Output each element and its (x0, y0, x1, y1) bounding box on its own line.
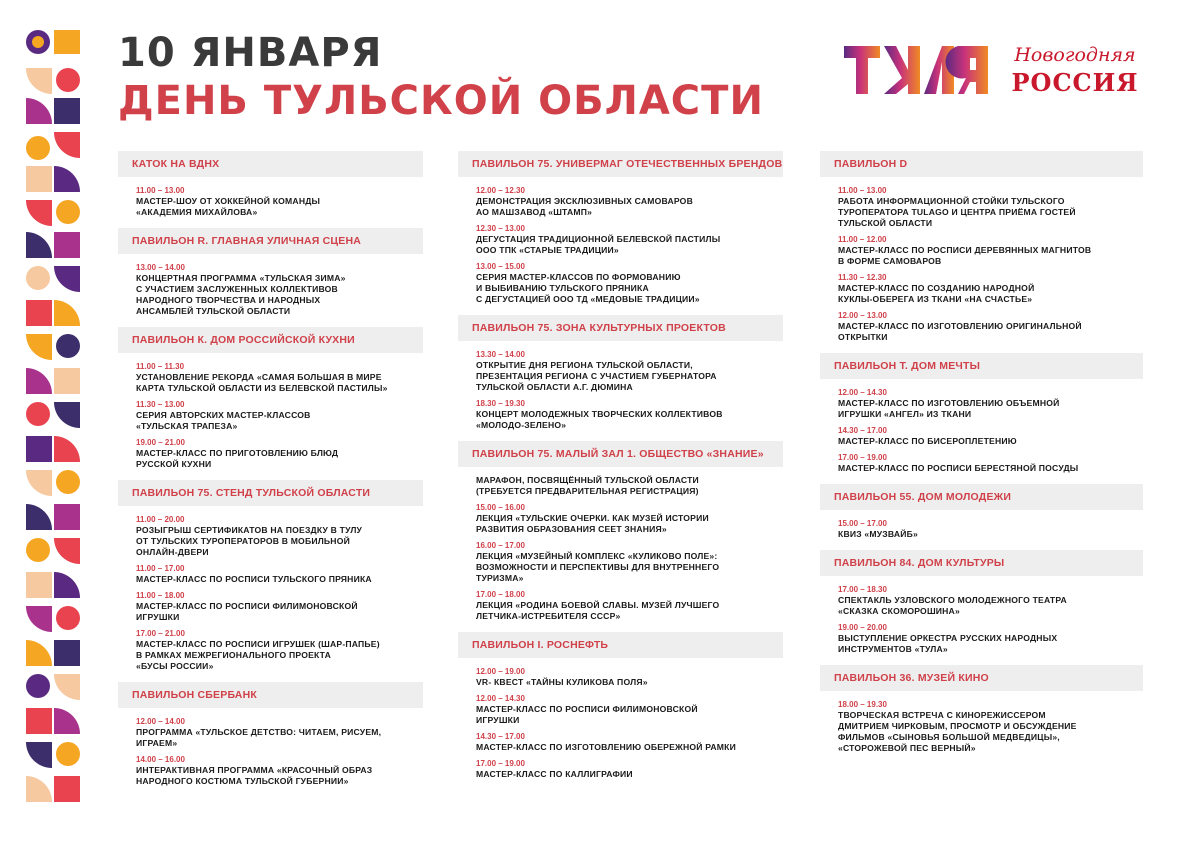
venue-section (118, 480, 423, 672)
event-description: МАСТЕР-КЛАСС ПО РОСПИСИ БЕРЕСТЯНОЙ ПОСУДЫ (838, 463, 1079, 473)
venue-title: ПАВИЛЬОН 84. ДОМ КУЛЬТУРЫ (820, 550, 1143, 576)
event-time: 12.00 – 19.00 (476, 667, 525, 676)
venue-title: ПАВИЛЬОН СБЕРБАНК (118, 682, 423, 708)
event-item (838, 518, 1125, 540)
event-item (838, 452, 1125, 474)
venue-title: ПАВИЛЬОН 55. ДОМ МОЛОДЕЖИ (820, 484, 1143, 510)
venue-title: КАТОК НА ВДНХ (118, 151, 423, 177)
event-time: 12.30 – 13.00 (476, 224, 525, 233)
decorative-pattern (24, 28, 82, 828)
venue-events (118, 177, 423, 218)
venue-title: ПАВИЛЬОН 75. МАЛЫЙ ЗАЛ 1. ОБЩЕСТВО «ЗНАНИЕ» (458, 441, 783, 467)
event-description: РАБОТА ИНФОРМАЦИОННОЙ СТОЙКИ ТУЛЬСКОГО ТУРОПЕРАТОРА TULAGO И ЦЕНТРА ПРИЁМА ГОСТЕЙ ТУЛЬСКОЙ ОБЛАСТИ (838, 196, 1076, 228)
event-item (838, 272, 1125, 305)
event-item (476, 731, 765, 753)
venue-events (118, 708, 423, 787)
event-item (136, 563, 405, 585)
event-item (476, 185, 765, 218)
event-description: ВЫСТУПЛЕНИЕ ОРКЕСТРА РУССКИХ НАРОДНЫХ ИНСТРУМЕНТОВ «ТУЛА» (838, 633, 1058, 654)
venue-title: ПАВИЛЬОН 75. ЗОНА КУЛЬТУРНЫХ ПРОЕКТОВ (458, 315, 783, 341)
venue-section (820, 665, 1143, 754)
event-time: 13.00 – 15.00 (476, 262, 525, 271)
event-item (136, 514, 405, 558)
event-description: СЕРИЯ АВТОРСКИХ МАСТЕР-КЛАССОВ «ТУЛЬСКАЯ ТРАПЕЗА» (136, 410, 311, 431)
venue-title: ПАВИЛЬОН D (820, 151, 1143, 177)
event-item (136, 361, 405, 394)
venue-section (458, 315, 783, 431)
event-item (476, 589, 765, 622)
event-item (476, 540, 765, 584)
venue-section (458, 632, 783, 780)
logo-line-2: РОССИЯ (1011, 68, 1139, 97)
event-item (838, 234, 1125, 267)
venue-events (820, 576, 1143, 655)
event-time: 14.30 – 17.00 (838, 426, 887, 435)
event-item (476, 261, 765, 305)
event-description: ОТКРЫТИЕ ДНЯ РЕГИОНА ТУЛЬСКОЙ ОБЛАСТИ, ПРЕЗЕНТАЦИЯ РЕГИОНА С УЧАСТИЕМ ГУБЕРНАТОРА ТУЛЬСКОЙ ОБЛАСТИ А.Г. ДЮМИНА (476, 360, 717, 392)
event-description: ЛЕКЦИЯ «МУЗЕЙНЫЙ КОМПЛЕКС «КУЛИКОВО ПОЛЕ»: ВОЗМОЖНОСТИ И ПЕРСПЕКТИВЫ ДЛЯ ВНУТРЕННЕГО ТУРИЗМА» (476, 551, 720, 583)
event-time: 17.00 – 21.00 (136, 629, 185, 638)
event-item (136, 754, 405, 787)
event-description: МАСТЕР-КЛАСС ПО СОЗДАНИЮ НАРОДНОЙ КУКЛЫ-ОБЕРЕГА ИЗ ТКАНИ «НА СЧАСТЬЕ» (838, 283, 1035, 304)
event-description: МАСТЕР-КЛАСС ПО РОСПИСИ ФИЛИМОНОВСКОЙ ИГРУШКИ (136, 601, 358, 622)
venue-section (458, 151, 783, 305)
page-title: ДЕНЬ ТУЛЬСКОЙ ОБЛАСТИ (118, 78, 764, 124)
event-description: МАСТЕР-КЛАСС ПО ИЗГОТОВЛЕНИЮ ОБЕРЕЖНОЙ РАМКИ (476, 742, 736, 752)
event-time: 17.00 – 19.00 (838, 453, 887, 462)
event-description: ТВОРЧЕСКАЯ ВСТРЕЧА С КИНОРЕЖИССЕРОМ ДМИТРИЕМ ЧИРКОВЫМ, ПРОСМОТР И ОБСУЖДЕНИЕ ФИЛЬМОВ «СЫНОВЬЯ БОЛЬШОЙ МЕДВЕДИЦЫ», «СТОРОЖЕВОЙ ПЕС ВЕРНЫЙ» (838, 710, 1077, 753)
event-time: 12.00 – 12.30 (476, 186, 525, 195)
venue-title: ПАВИЛЬОН К. ДОМ РОССИЙСКОЙ КУХНИ (118, 327, 423, 353)
event-time: 12.00 – 14.30 (838, 388, 887, 397)
event-description: МАСТЕР-КЛАСС ПО КАЛЛИГРАФИИ (476, 769, 633, 779)
event-description: ИНТЕРАКТИВНАЯ ПРОГРАММА «КРАСОЧНЫЙ ОБРАЗ НАРОДНОГО КОСТЮМА ТУЛЬСКОЙ ГУБЕРНИИ» (136, 765, 373, 786)
event-description: МАРАФОН, ПОСВЯЩЁННЫЙ ТУЛЬСКОЙ ОБЛАСТИ (ТРЕБУЕТСЯ ПРЕДВАРИТЕЛЬНАЯ РЕГИСТРАЦИЯ) (476, 475, 699, 496)
event-time: 11.00 – 12.00 (838, 235, 887, 244)
event-time: 13.30 – 14.00 (476, 350, 525, 359)
event-item (838, 387, 1125, 420)
event-time: 11.00 – 11.30 (136, 362, 185, 371)
venue-events (820, 691, 1143, 754)
venue-events (820, 177, 1143, 343)
event-item (838, 584, 1125, 617)
venue-title: ПАВИЛЬОН 75. СТЕНД ТУЛЬСКОЙ ОБЛАСТИ (118, 480, 423, 506)
event-time: 14.30 – 17.00 (476, 732, 525, 741)
event-item (136, 399, 405, 432)
schedule-column-3 (820, 151, 1143, 764)
event-item (476, 223, 765, 256)
venue-events (458, 467, 783, 622)
event-description: ЛЕКЦИЯ «ТУЛЬСКИЕ ОЧЕРКИ. КАК МУЗЕЙ ИСТОРИИ РАЗВИТИЯ ОБРАЗОВАНИЯ СЕЕТ ЗНАНИЯ» (476, 513, 709, 534)
event-time: 15.00 – 17.00 (838, 519, 887, 528)
event-item (476, 349, 765, 393)
event-description: МАСТЕР-КЛАСС ПО РОСПИСИ ТУЛЬСКОГО ПРЯНИКА (136, 574, 372, 584)
event-time: 12.00 – 14.00 (136, 717, 185, 726)
event-item (136, 716, 405, 749)
event-item (476, 693, 765, 726)
event-item (136, 262, 405, 317)
event-item (838, 425, 1125, 447)
event-item (476, 475, 765, 497)
event-item (476, 502, 765, 535)
schedule-column-1 (118, 151, 423, 797)
venue-events (458, 341, 783, 431)
event-item (136, 628, 405, 672)
venue-section (118, 682, 423, 787)
event-description: ДЕМОНСТРАЦИЯ ЭКСКЛЮЗИВНЫХ САМОВАРОВ АО МАШЗАВОД «ШТАМП» (476, 196, 693, 217)
venue-events (118, 506, 423, 672)
event-item (136, 185, 405, 218)
venue-events (118, 254, 423, 317)
event-item (838, 185, 1125, 229)
event-description: РОЗЫГРЫШ СЕРТИФИКАТОВ НА ПОЕЗДКУ В ТУЛУ ОТ ТУЛЬСКИХ ТУРОПЕРАТОРОВ В МОБИЛЬНОЙ ОНЛАЙН-ДВЕРИ (136, 525, 363, 557)
event-time: 18.00 – 19.30 (838, 700, 887, 709)
venue-section (820, 484, 1143, 540)
event-time: 19.00 – 20.00 (838, 623, 887, 632)
event-time: 11.30 – 13.00 (136, 400, 185, 409)
event-description: ПРОГРАММА «ТУЛЬСКОЕ ДЕТСТВО: ЧИТАЕМ, РИСУЕМ, ИГРАЕМ» (136, 727, 382, 748)
event-time: 16.00 – 17.00 (476, 541, 525, 550)
venue-section (118, 151, 423, 218)
event-item (838, 310, 1125, 343)
event-time: 17.00 – 19.00 (476, 759, 525, 768)
event-item (476, 758, 765, 780)
venue-events (118, 353, 423, 470)
event-description: КВИЗ «МУЗВАЙБ» (838, 529, 918, 539)
venue-title: ПАВИЛЬОН Т. ДОМ МЕЧТЫ (820, 353, 1143, 379)
novogodnyaya-rossiya-logo (1010, 44, 1140, 97)
event-description: МАСТЕР-КЛАСС ПО РОСПИСИ ДЕРЕВЯННЫХ МАГНИТОВ В ФОРМЕ САМОВАРОВ (838, 245, 1092, 266)
event-description: КОНЦЕРТ МОЛОДЕЖНЫХ ТВОРЧЕСКИХ КОЛЛЕКТИВОВ «МОЛОДО-ЗЕЛЕНО» (476, 409, 723, 430)
event-description: МАСТЕР-КЛАСС ПО РОСПИСИ ИГРУШЕК (ШАР-ПАПЬЕ) В РАМКАХ МЕЖРЕГИОНАЛЬНОГО ПРОЕКТА «БУСЫ РОССИИ» (136, 639, 380, 671)
venue-section (118, 228, 423, 317)
event-time: 14.00 – 16.00 (136, 755, 185, 764)
event-time: 13.00 – 14.00 (136, 263, 185, 272)
venue-events (820, 510, 1143, 540)
event-description: МАСТЕР-КЛАСС ПО ИЗГОТОВЛЕНИЮ ОБЪЕМНОЙ ИГРУШКИ «АНГЕЛ» ИЗ ТКАНИ (838, 398, 1060, 419)
event-time: 11.30 – 12.30 (838, 273, 887, 282)
event-description: VR- КВЕСТ «ТАЙНЫ КУЛИКОВА ПОЛЯ» (476, 677, 648, 687)
event-time: 19.00 – 21.00 (136, 438, 185, 447)
venue-section (820, 550, 1143, 655)
event-time: 12.00 – 13.00 (838, 311, 887, 320)
event-item (476, 666, 765, 688)
event-time: 18.30 – 19.30 (476, 399, 525, 408)
event-item (838, 699, 1125, 754)
venue-events (458, 177, 783, 305)
event-time: 11.00 – 18.00 (136, 591, 185, 600)
event-time: 15.00 – 16.00 (476, 503, 525, 512)
event-description: КОНЦЕРТНАЯ ПРОГРАММА «ТУЛЬСКАЯ ЗИМА» С УЧАСТИЕМ ЗАСЛУЖЕННЫХ КОЛЛЕКТИВОВ НАРОДНОГО ТВОРЧЕСТВА И НАРОДНЫХ АНСАМБЛЕЙ ТУЛЬСКОЙ ОБЛАСТИ (136, 273, 346, 316)
venue-events (458, 658, 783, 780)
venue-events (820, 379, 1143, 474)
event-date: 10 ЯНВАРЯ (118, 30, 383, 76)
event-time: 11.00 – 13.00 (136, 186, 185, 195)
event-time: 17.00 – 18.30 (838, 585, 887, 594)
event-description: МАСТЕР-КЛАСС ПО БИСЕРОПЛЕТЕНИЮ (838, 436, 1017, 446)
venue-title: ПАВИЛЬОН I. РОСНЕФТЬ (458, 632, 783, 658)
event-time: 17.00 – 18.00 (476, 590, 525, 599)
venue-title: ПАВИЛЬОН 75. УНИВЕРМАГ ОТЕЧЕСТВЕННЫХ БРЕНДОВ (458, 151, 783, 177)
event-description: ДЕГУСТАЦИЯ ТРАДИЦИОННОЙ БЕЛЕВСКОЙ ПАСТИЛЫ ООО ТПК «СТАРЫЕ ТРАДИЦИИ» (476, 234, 721, 255)
event-description: МАСТЕР-КЛАСС ПО ИЗГОТОВЛЕНИЮ ОРИГИНАЛЬНОЙ ОТКРЫТКИ (838, 321, 1082, 342)
venue-section (820, 353, 1143, 474)
event-description: МАСТЕР-КЛАСС ПО ПРИГОТОВЛЕНИЮ БЛЮД РУССКОЙ КУХНИ (136, 448, 339, 469)
event-description: СЕРИЯ МАСТЕР-КЛАССОВ ПО ФОРМОВАНИЮ И ВЫБИВАНИЮ ТУЛЬСКОГО ПРЯНИКА С ДЕГУСТАЦИЕЙ ООО ТД «МЕДОВЫЕ ТРАДИЦИИ» (476, 272, 700, 304)
event-item (136, 437, 405, 470)
event-time: 11.00 – 17.00 (136, 564, 185, 573)
event-description: ЛЕКЦИЯ «РОДИНА БОЕВОЙ СЛАВЫ. МУЗЕЙ ЛУЧШЕГО ЛЕТЧИКА-ИСТРЕБИТЕЛЯ СССР» (476, 600, 720, 621)
venue-section (458, 441, 783, 622)
venue-section (820, 151, 1143, 343)
event-description: СПЕКТАКЛЬ УЗЛОВСКОГО МОЛОДЕЖНОГО ТЕАТРА «СКАЗКА СКОМОРОШИНА» (838, 595, 1067, 616)
event-item (838, 622, 1125, 655)
venue-title: ПАВИЛЬОН R. ГЛАВНАЯ УЛИЧНАЯ СЦЕНА (118, 228, 423, 254)
event-time: 12.00 – 14.30 (476, 694, 525, 703)
logo-line-1: Новогодняя (1014, 44, 1136, 66)
tula-logo (842, 44, 990, 96)
venue-section (118, 327, 423, 470)
event-time: 11.00 – 13.00 (838, 186, 887, 195)
event-time: 11.00 – 20.00 (136, 515, 185, 524)
event-description: МАСТЕР-КЛАСС ПО РОСПИСИ ФИЛИМОНОВСКОЙ ИГРУШКИ (476, 704, 698, 725)
event-item (476, 398, 765, 431)
event-item (136, 590, 405, 623)
venue-title: ПАВИЛЬОН 36. МУЗЕЙ КИНО (820, 665, 1143, 691)
schedule-column-2 (458, 151, 783, 790)
event-description: МАСТЕР-ШОУ ОТ ХОККЕЙНОЙ КОМАНДЫ «АКАДЕМИЯ МИХАЙЛОВА» (136, 196, 321, 217)
event-description: УСТАНОВЛЕНИЕ РЕКОРДА «САМАЯ БОЛЬШАЯ В МИРЕ КАРТА ТУЛЬСКОЙ ОБЛАСТИ ИЗ БЕЛЕВСКОЙ ПАСТИЛЫ» (136, 372, 388, 393)
